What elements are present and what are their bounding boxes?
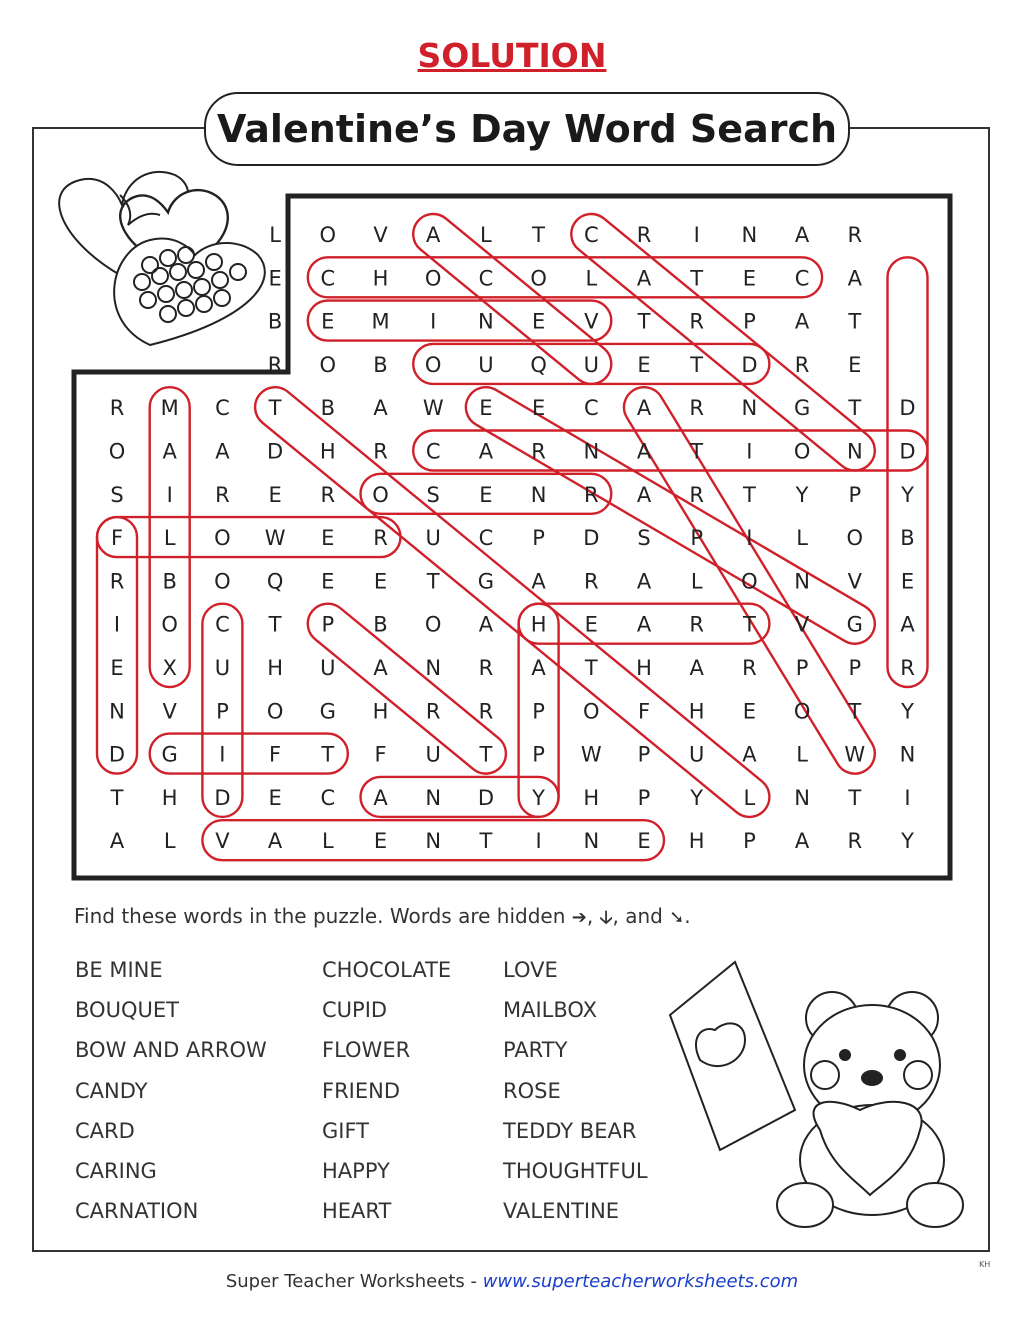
grid-letter: T	[742, 482, 756, 507]
grid-letter: T	[848, 699, 862, 724]
grid-letter: P	[532, 742, 545, 767]
grid-letter: B	[900, 526, 915, 551]
grid-letter: Y	[795, 482, 809, 507]
grid-letter: D	[267, 439, 284, 464]
down-arrow-icon: 🡣	[599, 907, 613, 928]
grid-letter: P	[637, 785, 651, 810]
word-item: CANDY	[75, 1078, 148, 1103]
grid-letter: W	[422, 396, 444, 421]
word-item: CHOCOLATE	[322, 958, 452, 982]
word-item: VALENTINE	[503, 1199, 620, 1224]
grid-letter: P	[690, 526, 704, 551]
grid-letter: O	[793, 439, 811, 464]
grid-letter: N	[741, 223, 758, 247]
grid-letter: A	[215, 439, 230, 464]
grid-letter: T	[268, 396, 282, 421]
grid-letter: R	[267, 352, 283, 377]
grid-letter: L	[690, 569, 703, 594]
grid-letter: G	[319, 699, 336, 724]
grid-letter: P	[743, 829, 756, 854]
grid-letter: L	[163, 526, 176, 551]
grid-letter: P	[795, 656, 809, 680]
grid-letter: T	[321, 742, 335, 767]
grid-letter: O	[583, 699, 600, 724]
grid-letter: M	[371, 309, 390, 334]
grid-letter: X	[162, 656, 177, 680]
grid-letter: A	[794, 829, 810, 854]
grid-letter: S	[426, 482, 440, 507]
grid-letter: A	[531, 656, 546, 680]
teddy-bear-with-card-illustration	[670, 962, 963, 1227]
grid-letter: T	[690, 439, 704, 464]
grid-letter: R	[689, 612, 704, 637]
grid-letter: S	[110, 482, 124, 507]
grid-letter: T	[848, 785, 862, 810]
grid-letter: D	[741, 352, 758, 377]
word-highlight	[308, 301, 612, 341]
grid-letter: C	[478, 266, 494, 291]
word-highlight	[97, 517, 401, 557]
grid-letter: R	[478, 656, 494, 680]
grid-letter: O	[266, 699, 284, 724]
grid-letter: T	[637, 309, 651, 334]
grid-letter: D	[214, 785, 231, 810]
grid-letter: H	[372, 266, 389, 291]
grid-letter: O	[424, 612, 442, 637]
grid-letter: W	[580, 742, 602, 767]
grid-letter: A	[794, 223, 810, 247]
grid-letter: O	[108, 439, 126, 464]
word-list-column-3	[503, 954, 648, 1235]
grid-letter: V	[794, 612, 810, 637]
grid-letter: R	[215, 482, 230, 507]
grid-letter: A	[636, 569, 652, 594]
word-item: TEDDY BEAR	[503, 1118, 637, 1143]
grid-letter: R	[373, 439, 388, 464]
grid-letter: P	[216, 699, 229, 724]
grid-letter: A	[636, 396, 652, 421]
grid-letter: E	[742, 699, 757, 724]
grid-letter: L	[321, 829, 334, 854]
grid-letter: N	[478, 309, 494, 334]
grid-letter: H	[161, 785, 178, 810]
grid-letter: A	[636, 266, 652, 291]
word-list-column-2	[322, 954, 451, 1235]
grid-letter: A	[373, 785, 388, 810]
grid-letter: U	[425, 742, 441, 767]
grid-letter: C	[583, 223, 599, 247]
word-item: LOVE	[503, 958, 558, 982]
grid-letter: Q	[266, 569, 284, 594]
grid-letter: B	[162, 569, 177, 594]
grid-letter: L	[796, 742, 808, 767]
grid-letter: R	[689, 482, 704, 507]
word-item: CARNATION	[75, 1199, 199, 1224]
grid-letter: C	[215, 612, 230, 637]
grid-letter: I	[219, 742, 226, 767]
separator: .	[684, 904, 691, 928]
word-item: BOUQUET	[75, 998, 179, 1023]
grid-letter: G	[846, 612, 863, 637]
grid-letter: L	[796, 526, 808, 551]
grid-letter: A	[900, 612, 915, 637]
grid-letter: F	[110, 526, 124, 551]
grid-letter: T	[690, 266, 704, 291]
grid-letter: I	[113, 612, 121, 637]
grid-letter: R	[689, 309, 704, 334]
grid-letter: E	[479, 482, 493, 507]
grid-letter: D	[108, 742, 126, 767]
grid-letter: O	[741, 569, 758, 594]
grid-letter: N	[846, 439, 863, 464]
heart-candy-box-illustration	[59, 172, 265, 345]
grid-letter: H	[583, 785, 600, 810]
footer-link[interactable]: www.superteacherworksheets.com	[482, 1271, 799, 1292]
grid-letter: N	[425, 785, 442, 810]
grid-letter: I	[746, 439, 753, 464]
word-highlight	[361, 777, 559, 817]
grid-letter: C	[320, 266, 336, 291]
grid-letter: P	[637, 742, 651, 767]
letter-grid	[109, 223, 916, 853]
footer-code: KH	[979, 1260, 991, 1269]
grid-letter: T	[742, 612, 756, 637]
instructions	[74, 904, 691, 935]
grid-letter: B	[373, 352, 388, 377]
grid-letter: I	[693, 223, 700, 247]
word-item: FLOWER	[322, 1038, 411, 1063]
grid-letter: C	[794, 266, 810, 291]
grid-letter: R	[584, 569, 599, 594]
word-item: CUPID	[322, 998, 388, 1023]
grid-letter: U	[320, 656, 336, 680]
page-title: Valentine’s Day Word Search	[204, 92, 850, 166]
grid-letter: E	[531, 309, 546, 334]
grid-letter: U	[689, 742, 705, 767]
grid-letter: R	[794, 352, 810, 377]
word-highlight	[97, 517, 137, 774]
grid-letter: O	[530, 266, 547, 291]
grid-letter: D	[899, 396, 916, 421]
grid-letter: O	[319, 352, 337, 377]
grid-letter: P	[532, 526, 545, 551]
word-list-column-1	[75, 954, 267, 1235]
grid-letter: A	[636, 439, 652, 464]
grid-letter: T	[426, 569, 440, 594]
grid-letter: H	[319, 439, 336, 464]
grid-letter: I	[746, 526, 753, 551]
grid-letter: Y	[901, 699, 914, 724]
grid-letter: T	[479, 742, 493, 767]
word-item: HEART	[322, 1199, 392, 1224]
grid-letter: C	[215, 396, 230, 421]
grid-letter: N	[583, 439, 600, 464]
grid-letter: R	[900, 656, 915, 680]
grid-letter: U	[425, 526, 441, 551]
grid-letter: R	[742, 656, 757, 680]
grid-letter: E	[479, 396, 493, 421]
grid-letter: L	[585, 266, 598, 291]
grid-letter: H	[636, 656, 652, 680]
grid-letter: A	[426, 223, 441, 247]
grid-letter: E	[637, 352, 651, 377]
grid-letter: L	[269, 223, 281, 247]
grid-letter: E	[321, 569, 335, 594]
grid-letter: A	[742, 742, 757, 767]
grid-letter: R	[847, 223, 863, 247]
grid-letter: T	[584, 656, 598, 680]
grid-letter: E	[268, 482, 282, 507]
grid-letter: A	[847, 266, 862, 291]
grid-letter: U	[214, 656, 231, 680]
grid-letter: R	[109, 396, 125, 421]
grid-letter: P	[743, 309, 756, 334]
word-highlight	[150, 734, 348, 774]
grid-letter: D	[899, 439, 916, 464]
grid-letter: A	[109, 829, 125, 854]
grid-letter: N	[109, 699, 125, 724]
grid-letter: B	[373, 612, 388, 637]
grid-letter: O	[372, 482, 389, 507]
grid-letter: O	[214, 569, 231, 594]
grid-letter: P	[321, 612, 335, 637]
word-item: HAPPY	[322, 1158, 390, 1183]
grid-letter: V	[847, 569, 862, 594]
grid-letter: N	[425, 656, 442, 680]
grid-letter: E	[742, 266, 757, 291]
separator: ,	[586, 904, 594, 928]
grid-letter: C	[583, 396, 599, 421]
grid-letter: N	[899, 742, 916, 767]
grid-letter: F	[374, 742, 387, 767]
grid-letter: H	[688, 829, 705, 854]
separator: , and	[612, 904, 663, 928]
grid-letter: V	[584, 309, 599, 334]
grid-letter: A	[267, 829, 283, 854]
grid-letter: G	[477, 569, 495, 594]
grid-letter: O	[793, 699, 811, 724]
grid-letter: E	[637, 829, 651, 854]
grid-letter: N	[794, 569, 810, 594]
grid-letter: E	[848, 352, 862, 377]
grid-letter: E	[268, 266, 282, 291]
grid-letter: R	[478, 699, 494, 724]
grid-letter: N	[794, 785, 810, 810]
grid-letter: R	[636, 223, 652, 247]
grid-letter: W	[264, 526, 286, 551]
grid-letter: N	[583, 829, 600, 854]
grid-letter: E	[373, 569, 388, 594]
grid-letter: R	[584, 482, 599, 507]
grid-letter: M	[160, 396, 179, 421]
grid-letter: H	[530, 612, 547, 637]
grid-letter: E	[321, 309, 335, 334]
grid-letter: N	[741, 396, 758, 421]
grid-letter: Y	[901, 482, 914, 507]
grid-letter: H	[688, 699, 705, 724]
right-arrow-icon: ➔	[571, 907, 587, 928]
grid-letter: N	[425, 829, 442, 854]
grid-letter: Y	[532, 785, 546, 810]
grid-letter: F	[269, 742, 282, 767]
grid-letter: E	[584, 612, 598, 637]
grid-letter: L	[163, 829, 176, 854]
grid-letter: O	[846, 526, 864, 551]
grid-letter: G	[161, 742, 178, 767]
word-item: ROSE	[503, 1078, 561, 1103]
grid-letter: V	[373, 223, 388, 247]
grid-letter: C	[425, 439, 441, 464]
grid-letter: A	[162, 439, 177, 464]
word-item: CARD	[75, 1118, 135, 1143]
solution-label: SOLUTION	[417, 36, 607, 75]
grid-letter: A	[478, 612, 494, 637]
word-item: MAILBOX	[503, 998, 597, 1023]
grid-letter: U	[583, 352, 599, 377]
grid-letter: T	[848, 309, 862, 334]
grid-letter: T	[110, 785, 124, 810]
grid-letter: V	[162, 699, 177, 724]
grid-letter: H	[267, 656, 283, 680]
grid-letter: I	[430, 309, 437, 334]
grid-letter: Y	[901, 829, 914, 854]
grid-letter: C	[320, 785, 336, 810]
grid-letter: A	[373, 396, 388, 421]
grid-letter: T	[268, 612, 282, 637]
diagonal-arrow-icon: ➘	[669, 907, 685, 928]
grid-letter: R	[689, 396, 704, 421]
grid-letter: U	[478, 352, 494, 377]
instructions-text: Find these words in the puzzle. Words are hidden	[74, 904, 566, 928]
grid-letter: T	[532, 223, 546, 247]
word-item: CARING	[75, 1158, 157, 1183]
grid-letter: I	[166, 482, 173, 507]
grid-letter: A	[478, 439, 494, 464]
word-item: BOW AND ARROW	[75, 1038, 267, 1063]
grid-letter: F	[637, 699, 651, 724]
grid-letter: E	[321, 526, 335, 551]
grid-letter: I	[535, 829, 542, 854]
grid-letter: G	[793, 396, 811, 421]
grid-letter: T	[690, 352, 704, 377]
grid-letter: O	[424, 352, 442, 377]
grid-letter: H	[372, 699, 389, 724]
word-item: THOUGHTFUL	[503, 1158, 648, 1183]
grid-letter: L	[480, 223, 492, 247]
grid-letter: E	[110, 656, 124, 680]
grid-letter: O	[161, 612, 178, 637]
grid-letter: P	[848, 656, 862, 680]
grid-letter: Q	[530, 352, 547, 377]
grid-letter: E	[531, 396, 546, 421]
grid-letter: O	[214, 526, 231, 551]
grid-letter: A	[531, 569, 546, 594]
grid-letter: S	[637, 526, 651, 551]
grid-letter: P	[532, 699, 545, 724]
grid-letter: C	[478, 526, 494, 551]
footer	[0, 1271, 1024, 1292]
grid-letter: P	[848, 482, 862, 507]
word-item: BE MINE	[75, 958, 163, 982]
grid-letter: R	[847, 829, 863, 854]
grid-letter: A	[794, 309, 810, 334]
grid-letter: A	[689, 656, 704, 680]
footer-brand: Super Teacher Worksheets -	[225, 1271, 483, 1292]
grid-letter: B	[267, 309, 283, 334]
grid-letter: E	[268, 785, 282, 810]
grid-letter: I	[904, 785, 911, 810]
grid-letter: E	[373, 829, 388, 854]
grid-letter: E	[900, 569, 915, 594]
grid-letter: Y	[690, 785, 704, 810]
grid-letter: O	[319, 223, 337, 247]
word-highlight	[459, 380, 883, 651]
grid-letter: N	[530, 482, 547, 507]
grid-letter: W	[844, 742, 866, 767]
word-item: PARTY	[503, 1038, 568, 1063]
grid-letter: T	[479, 829, 493, 854]
grid-letter: B	[320, 396, 336, 421]
grid-letter: R	[425, 699, 441, 724]
grid-letter: L	[743, 785, 756, 810]
grid-letter: A	[636, 612, 652, 637]
grid-letter: D	[477, 785, 494, 810]
grid-letter: R	[109, 569, 125, 594]
grid-letter: T	[848, 396, 862, 421]
grid-letter: A	[636, 482, 652, 507]
grid-letter: A	[373, 656, 388, 680]
word-item: GIFT	[322, 1118, 370, 1143]
grid-letter: R	[531, 439, 546, 464]
grid-letter: O	[424, 266, 442, 291]
word-item: FRIEND	[322, 1078, 401, 1103]
grid-letter: R	[373, 526, 388, 551]
word-highlight	[563, 206, 883, 479]
grid-letter: R	[320, 482, 336, 507]
grid-letter: V	[215, 829, 230, 854]
grid-letter: D	[583, 526, 600, 551]
